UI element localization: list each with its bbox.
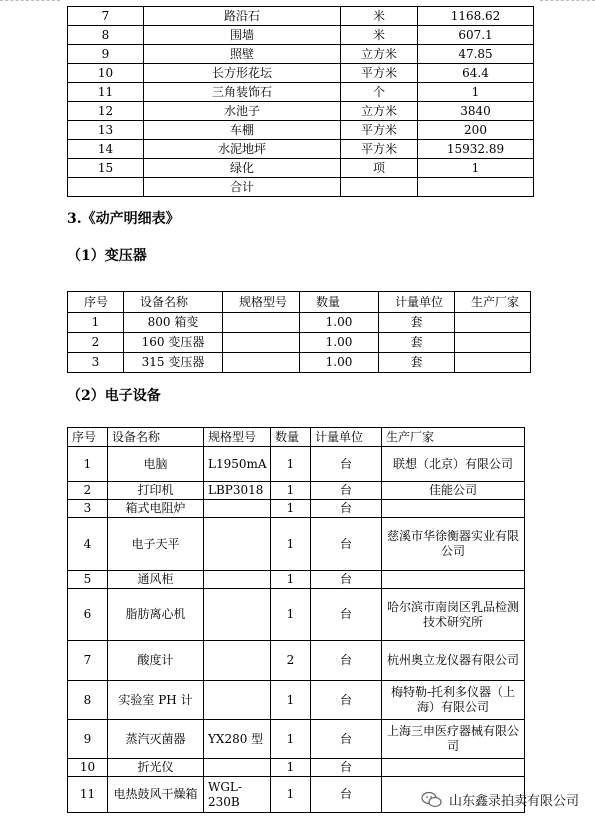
cell-no: 12 (68, 102, 144, 121)
cell-name: 路沿石 (144, 7, 341, 26)
cell-maker: 联想（北京）有限公司 (382, 447, 525, 482)
cell-unit: 平方米 (341, 140, 418, 159)
cell-qty: 1 (271, 500, 311, 518)
column-header: 设备名称 (108, 428, 204, 447)
cell-no: 3 (68, 500, 108, 518)
transformer-table (67, 291, 531, 373)
table-row (68, 353, 531, 373)
cell-spec: YX280 型 (204, 720, 271, 759)
cell-name: 打印机 (108, 482, 204, 500)
cell-spec (204, 571, 271, 589)
cell-no: 1 (68, 447, 108, 482)
cell-qty: 1 (271, 447, 311, 482)
cell-maker (455, 313, 531, 333)
cell-name: 围墙 (144, 26, 341, 45)
column-header: 序号 (68, 292, 124, 313)
cell-name: 160 变压器 (124, 333, 223, 353)
column-header: 规格型号 (223, 292, 300, 313)
table-row (68, 333, 531, 353)
cell-maker (455, 353, 531, 373)
cell-qty: 1 (271, 759, 311, 777)
cell-name: 电脑 (108, 447, 204, 482)
cell-unit: 米 (341, 26, 418, 45)
cell-unit: 台 (311, 641, 382, 681)
table-row (68, 7, 534, 26)
cell-unit: 台 (311, 447, 382, 482)
table-row (68, 313, 531, 333)
cell-no: 8 (68, 681, 108, 720)
cell-unit: 台 (311, 518, 382, 571)
table-row (68, 518, 525, 571)
cell-name: 水泥地坪 (144, 140, 341, 159)
cell-name: 实验室 PH 计 (108, 681, 204, 720)
table-header-row (68, 292, 531, 313)
cell-spec (204, 500, 271, 518)
cell-no: 10 (68, 759, 108, 777)
cell-unit: 平方米 (341, 64, 418, 83)
section-heading: 3.《动产明细表》 (67, 211, 180, 227)
cell-spec: LBP3018 (204, 482, 271, 500)
cell-maker (382, 500, 525, 518)
cell-unit: 米 (341, 7, 418, 26)
cell-qty: 1168.62 (418, 7, 534, 26)
table-row (68, 720, 525, 759)
cell-unit: 立方米 (341, 102, 418, 121)
wechat-icon (421, 791, 443, 809)
cell-maker (382, 571, 525, 589)
cell-qty: 1 (418, 83, 534, 102)
cell-qty: 2 (271, 641, 311, 681)
cell-name: 酸度计 (108, 641, 204, 681)
cell-maker: 杭州奥立龙仪器有限公司 (382, 641, 525, 681)
cell-maker: 哈尔滨市南岗区乳品检测技术研究所 (382, 589, 525, 641)
table-row (68, 482, 525, 500)
table-row (68, 589, 525, 641)
cell-unit: 台 (311, 681, 382, 720)
cell-qty: 1 (271, 777, 311, 813)
cell-qty: 607.1 (418, 26, 534, 45)
cell-unit: 台 (311, 720, 382, 759)
column-header: 序号 (68, 428, 108, 447)
cell-maker (382, 759, 525, 777)
cell-qty: 1 (418, 159, 534, 178)
cell-spec (204, 681, 271, 720)
cell-name: 315 变压器 (124, 353, 223, 373)
cell-unit: 项 (341, 159, 418, 178)
cell-maker: 佳能公司 (382, 482, 525, 500)
cell-name: 车棚 (144, 121, 341, 140)
cell-unit: 立方米 (341, 45, 418, 64)
cell-no: 15 (68, 159, 144, 178)
cell-name: 折光仪 (108, 759, 204, 777)
watermark (421, 790, 579, 809)
cell-qty: 1 (271, 589, 311, 641)
table-row (68, 140, 534, 159)
cell-qty: 1.00 (300, 313, 379, 333)
cell-maker: 梅特勒-托利多仪器（上海）有限公司 (382, 681, 525, 720)
cell-unit: 台 (311, 500, 382, 518)
cell-no (68, 178, 144, 197)
cell-unit: 套 (379, 313, 455, 333)
margin-marker (540, 0, 595, 1)
cell-no: 8 (68, 26, 144, 45)
cell-spec (223, 333, 300, 353)
cell-name: 脂肪离心机 (108, 589, 204, 641)
cell-unit: 台 (311, 571, 382, 589)
cell-no: 7 (68, 7, 144, 26)
cell-qty: 1 (271, 482, 311, 500)
cell-no: 7 (68, 641, 108, 681)
cell-spec (204, 759, 271, 777)
table-row (68, 121, 534, 140)
column-header: 数量 (300, 292, 379, 313)
column-header: 计量单位 (311, 428, 382, 447)
cell-no: 9 (68, 720, 108, 759)
cell-no: 6 (68, 589, 108, 641)
cell-qty: 1.00 (300, 333, 379, 353)
cell-name: 合计 (144, 178, 341, 197)
cell-spec: WGL-230B (204, 777, 271, 813)
cell-qty (418, 178, 534, 197)
cell-maker: 慈溪市华徐衡器实业有限公司 (382, 518, 525, 571)
table-header-row (68, 428, 525, 447)
cell-no: 5 (68, 571, 108, 589)
table-row (68, 641, 525, 681)
subsection-heading-electronics: （2）电子设备 (67, 388, 161, 404)
cell-name: 蒸汽灭菌器 (108, 720, 204, 759)
cell-qty: 1 (271, 571, 311, 589)
cell-qty: 1 (271, 518, 311, 571)
table-row (68, 83, 534, 102)
cell-no: 4 (68, 518, 108, 571)
table-row (68, 26, 534, 45)
cell-no: 13 (68, 121, 144, 140)
table-row (68, 500, 525, 518)
table-row (68, 64, 534, 83)
cell-unit: 台 (311, 482, 382, 500)
watermark-text: 山东鑫录拍卖有限公司 (448, 794, 579, 809)
table-row (68, 759, 525, 777)
cell-qty: 15932.89 (418, 140, 534, 159)
cell-name: 通风柜 (108, 571, 204, 589)
column-header: 计量单位 (379, 292, 455, 313)
fixed-asset-table (67, 6, 534, 197)
table-row (68, 45, 534, 64)
cell-unit (341, 178, 418, 197)
cell-no: 14 (68, 140, 144, 159)
cell-qty: 3840 (418, 102, 534, 121)
cell-name: 绿化 (144, 159, 341, 178)
cell-spec (223, 353, 300, 373)
column-header: 数量 (271, 428, 311, 447)
cell-unit: 个 (341, 83, 418, 102)
cell-name: 800 箱变 (124, 313, 223, 333)
table-row (68, 102, 534, 121)
table-row (68, 178, 534, 197)
cell-spec (223, 313, 300, 333)
cell-name: 电热鼓风干燥箱 (108, 777, 204, 813)
cell-no: 11 (68, 83, 144, 102)
cell-no: 1 (68, 313, 124, 333)
cell-unit: 套 (379, 333, 455, 353)
cell-unit: 套 (379, 353, 455, 373)
cell-name: 水池子 (144, 102, 341, 121)
cell-maker (455, 333, 531, 353)
cell-spec (204, 518, 271, 571)
column-header: 生产厂家 (382, 428, 525, 447)
cell-no: 9 (68, 45, 144, 64)
cell-no: 3 (68, 353, 124, 373)
cell-no: 2 (68, 482, 108, 500)
cell-name: 三角装饰石 (144, 83, 341, 102)
cell-name: 照壁 (144, 45, 341, 64)
electronic-equipment-table (67, 427, 525, 813)
column-header: 规格型号 (204, 428, 271, 447)
cell-name: 长方形花坛 (144, 64, 341, 83)
column-header: 生产厂家 (455, 292, 531, 313)
margin-marker (0, 0, 60, 1)
cell-qty: 1 (271, 720, 311, 759)
cell-qty: 1 (271, 681, 311, 720)
cell-unit: 平方米 (341, 121, 418, 140)
cell-qty: 64.4 (418, 64, 534, 83)
cell-unit: 台 (311, 777, 382, 813)
cell-qty: 47.85 (418, 45, 534, 64)
cell-name: 箱式电阻炉 (108, 500, 204, 518)
cell-spec: L1950mA (204, 447, 271, 482)
column-header: 设备名称 (124, 292, 223, 313)
cell-spec (204, 641, 271, 681)
table-row (68, 571, 525, 589)
cell-unit: 台 (311, 589, 382, 641)
cell-name: 电子天平 (108, 518, 204, 571)
cell-spec (204, 589, 271, 641)
cell-no: 11 (68, 777, 108, 813)
cell-maker: 上海三申医疗器械有限公司 (382, 720, 525, 759)
table-row (68, 681, 525, 720)
cell-qty: 200 (418, 121, 534, 140)
cell-unit: 台 (311, 759, 382, 777)
table-row (68, 447, 525, 482)
cell-qty: 1.00 (300, 353, 379, 373)
cell-no: 10 (68, 64, 144, 83)
table-row (68, 159, 534, 178)
cell-no: 2 (68, 333, 124, 353)
subsection-heading-transformer: （1）变压器 (67, 248, 147, 264)
